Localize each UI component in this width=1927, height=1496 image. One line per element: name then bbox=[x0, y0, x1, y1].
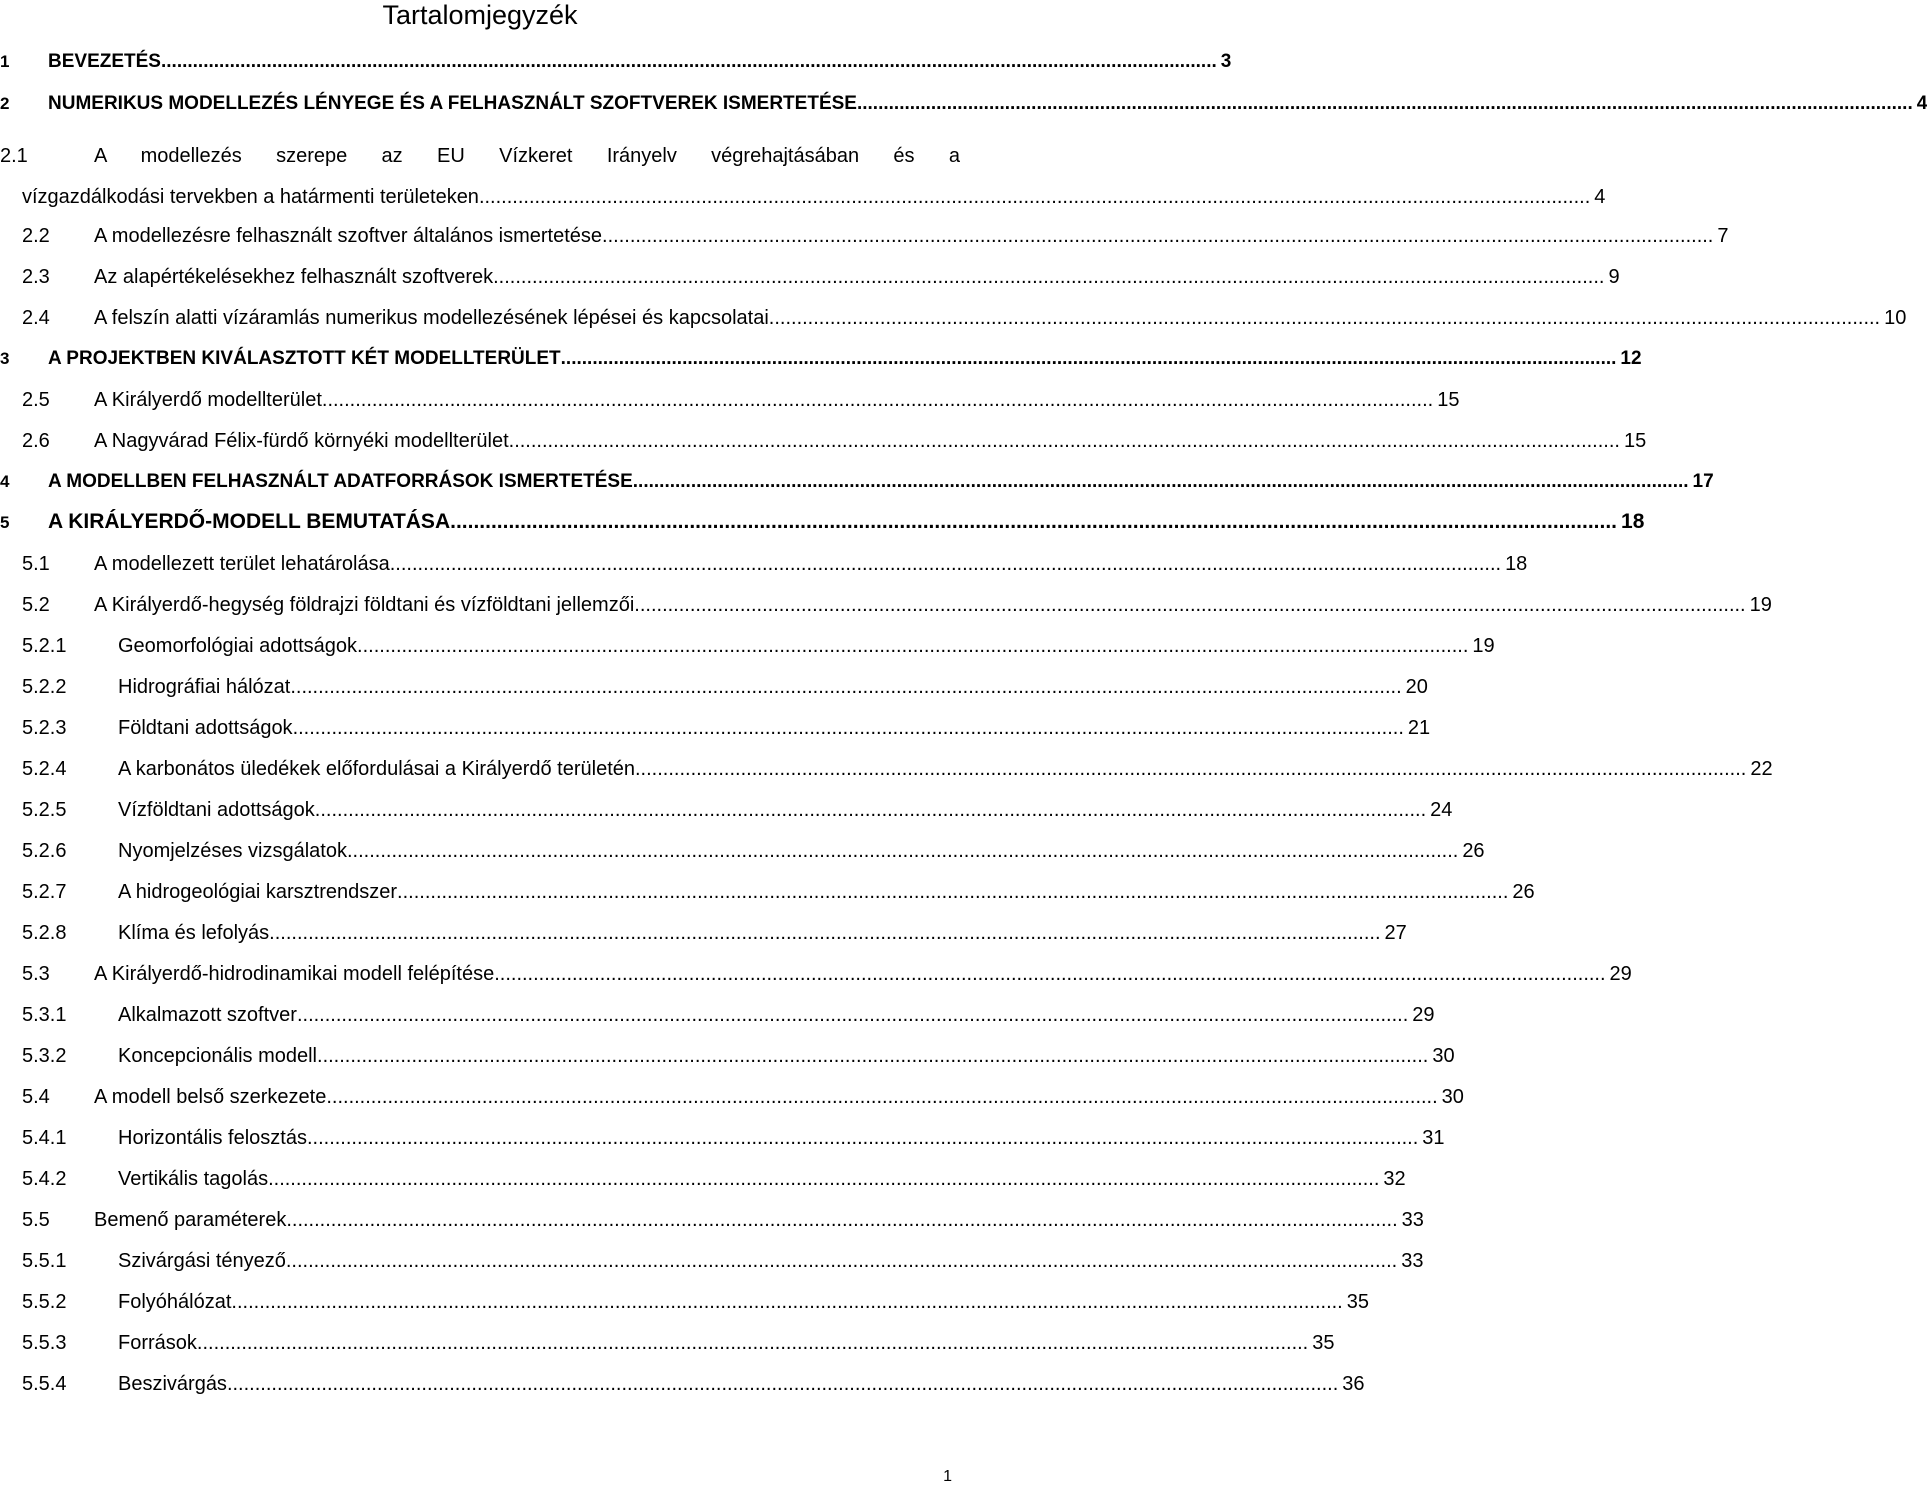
toc-entry-text: A Nagyvárad Félix-fürdő környéki modellterület bbox=[94, 430, 509, 452]
toc-entry-number: 2.5 bbox=[22, 389, 50, 411]
toc-entry[interactable] bbox=[22, 384, 1460, 420]
toc-entry-text: Vertikális tagolás bbox=[118, 1168, 269, 1190]
toc-entry-number: 5.3.1 bbox=[22, 1004, 67, 1026]
toc-entry-page: 7 bbox=[1717, 225, 1729, 247]
toc-entry-text: A KIRÁLYERDŐ-MODELL BEMUTATÁSA bbox=[48, 510, 451, 533]
toc-leader-dots: ........................................................................................................................................................................................................ bbox=[632, 471, 1689, 492]
toc-entry-text: Vízföldtani adottságok bbox=[118, 799, 315, 821]
toc-entry-page: 26 bbox=[1512, 881, 1535, 903]
toc-entry[interactable] bbox=[22, 261, 1620, 297]
toc-entry-number: 5.4 bbox=[22, 1086, 50, 1108]
toc-entry-text-line1: A modellezés szerepe az EU Vízkeret Irányelv végrehajtásában és a bbox=[94, 145, 960, 167]
toc-leader-dots: ........................................................................................................................................................................................................ bbox=[269, 922, 1381, 944]
toc-entry-page: 27 bbox=[1384, 922, 1407, 944]
toc-entry-text: Források bbox=[118, 1332, 197, 1354]
toc-leader-dots: ........................................................................................................................................................................................................ bbox=[389, 553, 1502, 575]
toc-leader-dots: ........................................................................................................................................................................................................ bbox=[292, 717, 1404, 739]
toc-entry-number: 2.1 bbox=[0, 145, 28, 167]
toc-entry-number: 5.5.3 bbox=[22, 1332, 67, 1354]
toc-leader-dots: ........................................................................................................................................................................................................ bbox=[160, 51, 1217, 72]
toc-entry-page: 20 bbox=[1405, 676, 1428, 698]
toc-leader-dots: ........................................................................................................................................................................................................ bbox=[397, 881, 1509, 903]
toc-entry-page: 10 bbox=[1884, 307, 1907, 329]
toc-leader-dots: ........................................................................................................................................................................................................ bbox=[317, 1045, 1429, 1067]
toc-entry-text: A modellezett terület lehatárolása bbox=[94, 553, 390, 575]
toc-entry[interactable] bbox=[22, 794, 1453, 830]
toc-leader-dots: ........................................................................................................................................................................................................ bbox=[314, 799, 1427, 821]
toc-entry-number: 5.2.2 bbox=[22, 676, 67, 698]
toc-entry-page: 32 bbox=[1383, 1168, 1406, 1190]
toc-entry[interactable] bbox=[22, 220, 1729, 256]
toc-entry-text: Földtani adottságok bbox=[118, 717, 293, 739]
toc-entry-page: 35 bbox=[1346, 1291, 1369, 1313]
toc-entry-page: 26 bbox=[1462, 840, 1485, 862]
toc-entry-page: 15 bbox=[1623, 430, 1647, 452]
toc-entry-text: Folyóhálózat bbox=[118, 1291, 232, 1313]
toc-entry-page: 36 bbox=[1342, 1373, 1365, 1395]
toc-entry[interactable] bbox=[22, 671, 1428, 707]
toc-entry-text: Geomorfológiai adottságok bbox=[118, 635, 358, 657]
toc-leader-dots: ........................................................................................................................................................................................................ bbox=[478, 186, 1591, 208]
toc-entry[interactable] bbox=[0, 466, 1714, 502]
toc-entry-text: NUMERIKUS MODELLEZÉS LÉNYEGE ÉS A FELHASZNÁLT SZOFTVEREK ISMERTETÉSE bbox=[48, 93, 857, 114]
toc-entry-page: 19 bbox=[1749, 594, 1772, 616]
toc-entry-number: 2.3 bbox=[22, 266, 50, 288]
toc-leader-dots: ........................................................................................................................................................................................................ bbox=[306, 1127, 1419, 1149]
toc-entry[interactable] bbox=[22, 712, 1431, 748]
toc-entry-number: 2.2 bbox=[22, 225, 50, 247]
toc-entry-text: Klíma és lefolyás bbox=[118, 922, 270, 944]
toc-entry-page: 18 bbox=[1505, 553, 1528, 575]
toc-entry-number: 5.2.1 bbox=[22, 635, 67, 657]
toc-entry-number: 5.2.3 bbox=[22, 717, 67, 739]
toc-entry-page: 3 bbox=[1220, 51, 1232, 72]
toc-entry[interactable] bbox=[0, 46, 1232, 82]
toc-entry-number: 5.2.6 bbox=[22, 840, 67, 862]
toc-entry-number: 2.4 bbox=[22, 307, 50, 329]
toc-entry[interactable] bbox=[22, 589, 1772, 625]
toc-leader-dots: ........................................................................................................................................................................................................ bbox=[493, 266, 1605, 288]
toc-entry-number: 5.2 bbox=[22, 594, 50, 616]
toc-entry[interactable] bbox=[22, 1163, 1406, 1199]
toc-entry-text: Bemenő paraméterek bbox=[94, 1209, 287, 1231]
toc-entry-text: Szivárgási tényező bbox=[118, 1250, 286, 1272]
toc-entry-text: Horizontális felosztás bbox=[118, 1127, 307, 1149]
toc-entry-page: 4 bbox=[1916, 93, 1927, 114]
toc-entry-number: 1 bbox=[0, 52, 10, 71]
toc-leader-dots: ........................................................................................................................................................................................................ bbox=[634, 594, 1746, 616]
toc-entry-text: A Királyerdő-hegység földrajzi földtani és vízföldtani jellemzői bbox=[94, 594, 635, 616]
toc-entry-text: Nyomjelzéses vizsgálatok bbox=[118, 840, 347, 862]
toc-leader-dots: ........................................................................................................................................................................................................ bbox=[290, 676, 1402, 698]
toc-entry-text: A hidrogeológiai karsztrendszer bbox=[118, 881, 398, 903]
toc-entry[interactable] bbox=[22, 1245, 1424, 1281]
toc-entry-number: 2 bbox=[0, 94, 10, 113]
toc-entry-page: 22 bbox=[1750, 758, 1773, 780]
toc-entry-number: 5.5.1 bbox=[22, 1250, 67, 1272]
toc-leader-dots: ........................................................................................................................................................................................................ bbox=[602, 225, 1714, 247]
toc-entry[interactable] bbox=[22, 835, 1485, 871]
toc-entry-page: 29 bbox=[1609, 963, 1632, 985]
toc-entry-number: 5.1 bbox=[22, 553, 50, 575]
toc-entry-text: A felszín alatti vízáramlás numerikus modellezésének lépései és kapcsolatai bbox=[94, 307, 769, 329]
toc-entry[interactable] bbox=[22, 548, 1528, 584]
toc-entry[interactable] bbox=[0, 507, 1645, 543]
toc-entry-number: 5.5.4 bbox=[22, 1373, 67, 1395]
toc-leader-dots: ........................................................................................................................................................................................................ bbox=[560, 348, 1617, 369]
toc-entry[interactable] bbox=[0, 343, 1642, 379]
toc-entry-text-line2: vízgazdálkodási tervekben a határmenti területeken bbox=[22, 186, 479, 208]
toc-leader-dots: ........................................................................................................................................................................................................ bbox=[450, 510, 1618, 533]
toc-entry-number: 5.5 bbox=[22, 1209, 50, 1231]
toc-entry-page: 4 bbox=[1594, 186, 1606, 208]
toc-leader-dots: ........................................................................................................................................................................................................ bbox=[326, 1086, 1438, 1108]
toc-leader-dots: ........................................................................................................................................................................................................ bbox=[856, 93, 1913, 114]
toc-entry-number: 5.2.4 bbox=[22, 758, 67, 780]
toc-entry[interactable] bbox=[22, 958, 1632, 994]
toc-entry-text: A modell belső szerkezete bbox=[94, 1086, 327, 1108]
toc-entry-number: 5.3.2 bbox=[22, 1045, 67, 1067]
toc-entry-number: 5.2.8 bbox=[22, 922, 67, 944]
toc-entry-text: BEVEZETÉS bbox=[48, 51, 161, 72]
toc-title: Tartalomjegyzék bbox=[382, 0, 578, 30]
toc-entry[interactable] bbox=[22, 999, 1435, 1035]
toc-entry[interactable] bbox=[22, 1327, 1335, 1363]
toc-entry[interactable] bbox=[22, 753, 1773, 789]
toc-leader-dots: ........................................................................................................................................................................................................ bbox=[635, 758, 1747, 780]
toc-leader-dots: ........................................................................................................................................................................................................ bbox=[286, 1209, 1398, 1231]
toc-entry-text: A karbonátos üledékek előfordulásai a Királyerdő területén bbox=[118, 758, 635, 780]
toc-entry-text: A PROJEKTBEN KIVÁLASZTOTT KÉT MODELLTERÜLET bbox=[48, 348, 561, 369]
toc-entry-page: 15 bbox=[1437, 389, 1460, 411]
toc-entry[interactable] bbox=[22, 1122, 1445, 1158]
toc-entry[interactable] bbox=[22, 425, 1647, 461]
toc-entry[interactable] bbox=[0, 88, 1927, 124]
toc-entry-text: A MODELLBEN FELHASZNÁLT ADATFORRÁSOK ISMERTETÉSE bbox=[48, 471, 633, 492]
page-number: 1 bbox=[943, 1468, 952, 1485]
toc-entry-page: 12 bbox=[1620, 348, 1642, 369]
toc-leader-dots: ........................................................................................................................................................................................................ bbox=[346, 840, 1459, 862]
toc-entry[interactable] bbox=[22, 1368, 1365, 1404]
toc-entry-text: A modellezésre felhasznált szoftver általános ismertetése bbox=[94, 225, 603, 247]
toc-entry-text: Hidrográfiai hálózat bbox=[118, 676, 291, 698]
toc-entry-page: 29 bbox=[1412, 1004, 1435, 1026]
toc-entry[interactable] bbox=[22, 1286, 1369, 1322]
toc-entry-number: 5.5.2 bbox=[22, 1291, 67, 1313]
toc-leader-dots: ........................................................................................................................................................................................................ bbox=[494, 963, 1606, 985]
toc-entry-text: A Királyerdő-hidrodinamikai modell felépítése bbox=[94, 963, 495, 985]
toc-entry-text: Alkalmazott szoftver bbox=[118, 1004, 297, 1026]
toc-entry-number: 5.4.1 bbox=[22, 1127, 67, 1149]
toc-entry[interactable] bbox=[22, 917, 1407, 953]
toc-leader-dots: ........................................................................................................................................................................................................ bbox=[285, 1250, 1398, 1272]
toc-entry-page: 17 bbox=[1692, 471, 1714, 492]
toc-leader-dots: ........................................................................................................................................................................................................ bbox=[508, 430, 1620, 452]
toc-entry-number: 5.4.2 bbox=[22, 1168, 67, 1190]
toc-entry[interactable] bbox=[0, 144, 1606, 214]
toc-entry-page: 18 bbox=[1621, 510, 1645, 533]
toc-entry-text: A Királyerdő modellterület bbox=[94, 389, 322, 411]
toc-entry[interactable] bbox=[22, 302, 1907, 338]
toc-entry-text: Beszivárgás bbox=[118, 1373, 227, 1395]
toc-entry-number: 5 bbox=[0, 513, 10, 532]
toc-entry-page: 30 bbox=[1441, 1086, 1464, 1108]
toc-entry-page: 33 bbox=[1401, 1250, 1424, 1272]
toc-leader-dots: ........................................................................................................................................................................................................ bbox=[268, 1168, 1380, 1190]
toc-entry-text: Koncepcionális modell bbox=[118, 1045, 318, 1067]
toc-leader-dots: ........................................................................................................................................................................................................ bbox=[231, 1291, 1343, 1313]
toc-entry[interactable] bbox=[22, 1081, 1464, 1117]
toc-entry[interactable] bbox=[22, 1040, 1455, 1076]
toc-leader-dots: ........................................................................................................................................................................................................ bbox=[357, 635, 1469, 657]
toc-entry-number: 5.3 bbox=[22, 963, 50, 985]
toc-entry[interactable] bbox=[22, 630, 1495, 666]
toc-entry-number: 5.2.5 bbox=[22, 799, 67, 821]
toc-entry-page: 30 bbox=[1432, 1045, 1455, 1067]
toc-entry-page: 31 bbox=[1422, 1127, 1445, 1149]
toc-leader-dots: ........................................................................................................................................................................................................ bbox=[768, 307, 1881, 329]
toc-entry-page: 24 bbox=[1430, 799, 1453, 821]
toc-entry-number: 3 bbox=[0, 349, 10, 368]
toc-entry[interactable] bbox=[22, 876, 1535, 912]
toc-entry-page: 21 bbox=[1407, 717, 1431, 739]
toc-entry-page: 35 bbox=[1312, 1332, 1335, 1354]
toc-entry-number: 5.2.7 bbox=[22, 881, 67, 903]
toc-leader-dots: ........................................................................................................................................................................................................ bbox=[321, 389, 1434, 411]
toc-leader-dots: ........................................................................................................................................................................................................ bbox=[296, 1004, 1409, 1026]
toc-entry-page: 9 bbox=[1608, 266, 1620, 288]
toc-entry-page: 33 bbox=[1401, 1209, 1424, 1231]
toc-entry-page: 19 bbox=[1472, 635, 1495, 657]
toc-leader-dots: ........................................................................................................................................................................................................ bbox=[196, 1332, 1309, 1354]
toc-leader-dots: ........................................................................................................................................................................................................ bbox=[226, 1373, 1339, 1395]
toc-entry-number: 2.6 bbox=[22, 430, 50, 452]
toc-entry[interactable] bbox=[22, 1204, 1424, 1240]
toc-entry-number: 4 bbox=[0, 472, 10, 491]
toc-entry-text: Az alapértékelésekhez felhasznált szoftverek bbox=[94, 266, 494, 288]
